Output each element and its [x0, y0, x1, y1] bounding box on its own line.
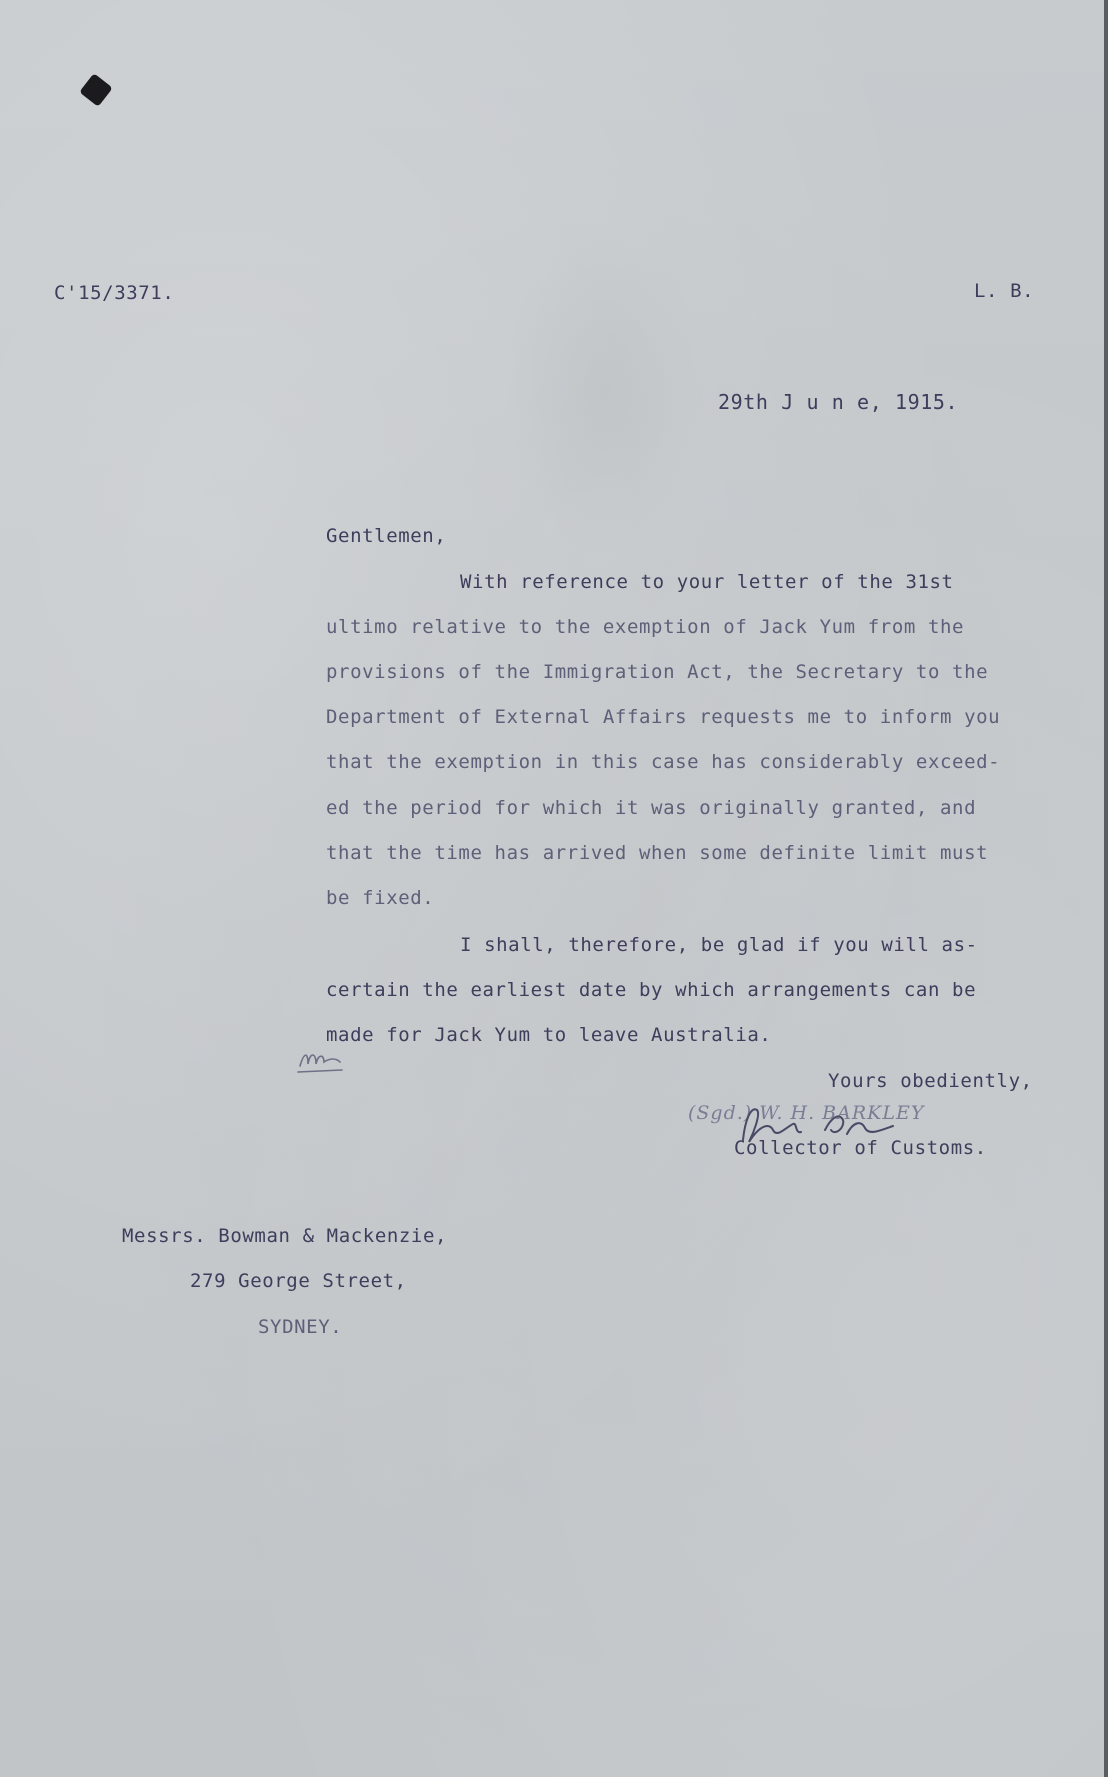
faded-embossed-stamp	[505, 225, 705, 555]
body-line: provisions of the Immigration Act, the Secretary to the	[326, 661, 989, 683]
ink-blot	[79, 73, 113, 107]
file-reference: C'15/3371.	[54, 282, 175, 304]
body-line: be fixed.	[326, 887, 435, 909]
salutation: Gentlemen,	[326, 525, 447, 547]
addressee-street: 279 George Street,	[190, 1270, 407, 1292]
body-line: Department of External Affairs requests me to inform you	[326, 706, 1001, 728]
body-line: that the time has arrived when some definite limit must	[326, 842, 989, 864]
body-line: With reference to your letter of the 31st	[460, 571, 954, 593]
addressee-name: Messrs. Bowman & Mackenzie,	[122, 1225, 448, 1247]
addressee-city: SYDNEY.	[258, 1316, 343, 1338]
signatory-title: Collector of Customs.	[734, 1137, 987, 1159]
signature-stamp: (Sgd.) W. H. BARKLEY	[688, 1102, 925, 1124]
body-line: made for Jack Yum to leave Australia.	[326, 1024, 772, 1046]
body-line: certain the earliest date by which arrangements can be	[326, 979, 977, 1001]
body-line: ultimo relative to the exemption of Jack Yum from the	[326, 616, 965, 638]
letter-date: 29th J u n e, 1915.	[718, 390, 959, 414]
body-line: that the exemption in this case has considerably exceed-	[326, 751, 1001, 773]
corner-mark: L. B.	[974, 280, 1035, 302]
body-line: I shall, therefore, be glad if you will as-	[460, 934, 978, 956]
handwritten-initials	[296, 1040, 356, 1076]
body-line: ed the period for which it was originally granted, and	[326, 797, 977, 819]
closing: Yours obediently,	[828, 1070, 1033, 1092]
